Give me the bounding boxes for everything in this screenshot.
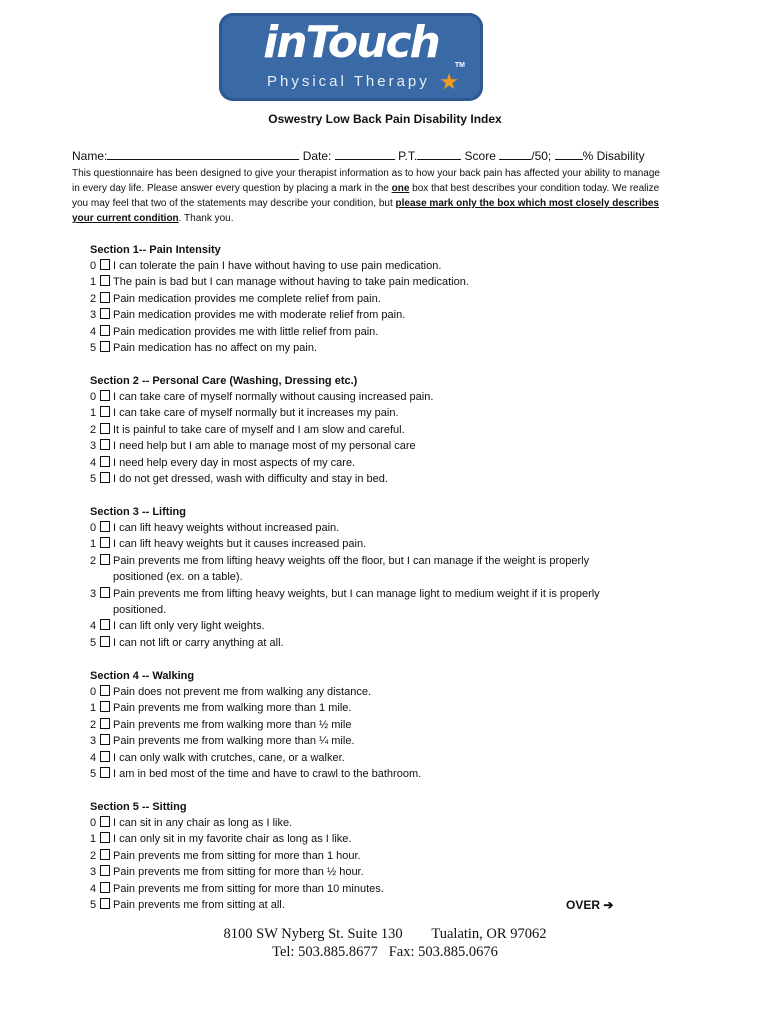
list-item[interactable]: 3 Pain medication provides me with moderate relief from pain. bbox=[90, 309, 406, 322]
list-item[interactable]: 4 I need help every day in most aspects of my care. bbox=[90, 456, 356, 469]
checkbox[interactable] bbox=[100, 832, 110, 843]
list-item[interactable]: 5 I can not lift or carry anything at all. bbox=[90, 636, 284, 649]
logo-subtitle: Physical Therapy bbox=[267, 73, 430, 90]
list-item[interactable]: 5 I do not get dressed, wash with difficulty and stay in bed. bbox=[90, 472, 388, 485]
checkbox[interactable] bbox=[100, 898, 110, 909]
footer-contact bbox=[0, 925, 770, 961]
star-icon: ★ bbox=[439, 69, 459, 94]
section-pain-intensity bbox=[90, 242, 690, 356]
option-text: Pain prevents me from lifting heavy weights off the floor, but I can manage if the weight is properly bbox=[113, 554, 590, 567]
option-text: I can take care of myself normally but it increases my pain. bbox=[113, 407, 399, 420]
option-text: Pain prevents me from lifting heavy weights, but I can manage light to medium weight if it is properly bbox=[113, 587, 600, 600]
list-item[interactable]: 1 I can take care of myself normally but it increases my pain. bbox=[90, 407, 399, 420]
option-text: I can lift only very light weights. bbox=[113, 620, 265, 633]
checkbox[interactable] bbox=[100, 390, 110, 401]
list-item[interactable]: 5 Pain prevents me from sitting at all. bbox=[90, 898, 285, 911]
checkbox[interactable] bbox=[100, 816, 110, 827]
option-text: Pain prevents me from walking more than ¼ mile. bbox=[113, 735, 355, 748]
instructions-text-2: box that best describes your condition today. We realize you may feel that two of the statements may describe your condition, but bbox=[72, 183, 660, 209]
disability-field[interactable] bbox=[555, 148, 583, 160]
logo-trademark: TM bbox=[454, 62, 465, 69]
list-item[interactable]: 1 I can lift heavy weights but it causes increased pain. bbox=[90, 538, 367, 551]
footer-phone: Tel: 503.885.8677 Fax: 503.885.0676 bbox=[272, 944, 498, 960]
checkbox[interactable] bbox=[100, 734, 110, 745]
list-item[interactable]: 0 I can lift heavy weights without increased pain. bbox=[90, 522, 340, 534]
name-label: Name: bbox=[72, 149, 108, 163]
list-item[interactable]: 4 I can lift only very light weights. bbox=[90, 620, 265, 633]
patient-fields bbox=[72, 148, 672, 163]
pt-label: P.T. bbox=[398, 149, 418, 163]
checkbox[interactable] bbox=[100, 292, 110, 303]
instructions-text: This questionnaire has been designed to give your therapist information as to how your back pain has affected your ability to manage in every day life. Please answer every question by placing a mark in the bbox=[72, 168, 660, 194]
option-text: Pain medication has no affect on my pain. bbox=[113, 341, 318, 354]
option-text: Pain prevents me from walking more than ½ mile bbox=[113, 718, 352, 731]
option-text: Pain prevents me from sitting at all. bbox=[113, 898, 285, 911]
option-text: I can sit in any chair as long as I like. bbox=[113, 817, 293, 829]
option-text: I can not lift or carry anything at all. bbox=[113, 636, 284, 649]
list-item[interactable]: 0 I can take care of myself normally without causing increased pain. bbox=[90, 391, 434, 403]
list-item[interactable]: 3 Pain prevents me from walking more than ¼ mile. bbox=[90, 735, 355, 748]
list-item[interactable]: 1 Pain prevents me from walking more than 1 mile. bbox=[90, 702, 352, 715]
list-item[interactable]: 1 The pain is bad but I can manage without having to take pain medication. bbox=[90, 276, 469, 289]
list-item[interactable]: 4 I can only walk with crutches, cane, or a walker. bbox=[90, 751, 345, 764]
option-text: I can tolerate the pain I have without having to use pain medication. bbox=[113, 260, 442, 272]
page-title: Oswestry Low Back Pain Disability Index bbox=[268, 112, 502, 126]
option-text: I do not get dressed, wash with difficulty and stay in bed. bbox=[113, 472, 388, 485]
list-item[interactable]: 5 I am in bed most of the time and have to crawl to the bathroom. bbox=[90, 767, 422, 780]
option-text: I need help every day in most aspects of my care. bbox=[113, 456, 356, 469]
option-text: Pain prevents me from sitting for more than 1 hour. bbox=[113, 849, 361, 862]
list-item[interactable]: 0 Pain does not prevent me from walking any distance. bbox=[90, 686, 372, 698]
instructions-emphasis: please mark only the box which most closely describes your current condition bbox=[72, 198, 659, 224]
date-label: Date: bbox=[302, 149, 332, 163]
option-text: positioned. bbox=[113, 603, 167, 616]
list-item[interactable]: 3 Pain prevents me from lifting heavy weights, but I can manage light to medium weight if it is properly bbox=[90, 587, 600, 600]
option-text: positioned (ex. on a table). bbox=[113, 571, 243, 584]
section-title: Section 1-- Pain Intensity bbox=[90, 244, 221, 256]
checkbox[interactable] bbox=[100, 406, 110, 417]
checkbox[interactable] bbox=[100, 275, 110, 286]
section-sitting bbox=[90, 799, 690, 913]
list-item[interactable]: 2 Pain prevents me from sitting for more than 1 hour. bbox=[90, 849, 361, 862]
option-text: Pain does not prevent me from walking any distance. bbox=[113, 686, 372, 698]
checkbox[interactable] bbox=[100, 636, 110, 647]
list-item[interactable]: 2 Pain prevents me from lifting heavy weights off the floor, but I can manage if the weight is properly bbox=[90, 554, 590, 567]
option-text: Pain prevents me from walking more than 1 mile. bbox=[113, 702, 352, 715]
date-field[interactable] bbox=[335, 148, 395, 160]
checkbox[interactable] bbox=[100, 865, 110, 876]
checkbox[interactable] bbox=[100, 701, 110, 712]
list-item[interactable]: 4 Pain medication provides me with little relief from pain. bbox=[90, 325, 379, 338]
list-item[interactable]: 1 I can only sit in my favorite chair as long as I like. bbox=[90, 833, 352, 846]
option-text: I can only walk with crutches, cane, or a walker. bbox=[113, 751, 345, 764]
checkbox[interactable] bbox=[100, 537, 110, 548]
checkbox[interactable] bbox=[100, 521, 110, 532]
score-label: Score bbox=[464, 149, 496, 163]
checkbox[interactable] bbox=[100, 259, 110, 270]
checkbox[interactable] bbox=[100, 308, 110, 319]
list-item[interactable]: 3 Pain prevents me from sitting for more than ½ hour. bbox=[90, 866, 364, 879]
pt-field[interactable] bbox=[417, 148, 461, 160]
option-text: I can lift heavy weights without increased pain. bbox=[113, 522, 340, 534]
instructions-thanks: . Thank you. bbox=[178, 213, 234, 224]
checkbox[interactable] bbox=[100, 472, 110, 483]
checkbox[interactable] bbox=[100, 423, 110, 434]
checkbox[interactable] bbox=[100, 456, 110, 467]
option-text: Pain medication provides me complete relief from pain. bbox=[113, 292, 381, 305]
score-field[interactable] bbox=[499, 148, 531, 160]
checkbox[interactable] bbox=[100, 587, 110, 598]
checkbox[interactable] bbox=[100, 849, 110, 860]
section-title: Section 3 -- Lifting bbox=[90, 506, 186, 518]
footer-address: 8100 SW Nyberg St. Suite 130 Tualatin, OR 97062 bbox=[223, 926, 547, 942]
section-title: Section 4 -- Walking bbox=[90, 670, 195, 682]
option-text: Pain medication provides me with moderate relief from pain. bbox=[113, 309, 406, 322]
list-item[interactable]: 2 Pain prevents me from walking more than ½ mile bbox=[90, 718, 352, 731]
option-text: I am in bed most of the time and have to crawl to the bathroom. bbox=[113, 767, 422, 780]
checkbox[interactable] bbox=[100, 882, 110, 893]
option-text: I can lift heavy weights but it causes increased pain. bbox=[113, 538, 367, 551]
option-text: It is painful to take care of myself and I am slow and careful. bbox=[113, 423, 405, 436]
list-item[interactable]: 2 Pain medication provides me complete relief from pain. bbox=[90, 292, 381, 305]
name-field[interactable] bbox=[107, 148, 299, 160]
checkbox[interactable] bbox=[100, 554, 110, 565]
list-item[interactable]: 0 I can tolerate the pain I have without having to use pain medication. bbox=[90, 260, 442, 272]
section-personal-care bbox=[90, 373, 690, 487]
checkbox[interactable] bbox=[100, 619, 110, 630]
list-item[interactable]: 4 Pain prevents me from sitting for more than 10 minutes. bbox=[90, 882, 384, 895]
disability-label: % Disability bbox=[582, 149, 645, 163]
list-item-continuation bbox=[90, 569, 690, 585]
checkbox[interactable] bbox=[100, 751, 110, 762]
list-item[interactable]: 2 It is painful to take care of myself and I am slow and careful. bbox=[90, 423, 405, 436]
company-logo bbox=[219, 13, 483, 101]
checkbox[interactable] bbox=[100, 325, 110, 336]
score-total-label: /50; bbox=[531, 149, 552, 163]
list-item-continuation bbox=[90, 602, 690, 618]
option-text: Pain prevents me from sitting for more than ½ hour. bbox=[113, 866, 364, 879]
option-text: The pain is bad but I can manage without having to take pain medication. bbox=[113, 276, 469, 289]
option-text: I can only sit in my favorite chair as long as I like. bbox=[113, 833, 352, 846]
list-item[interactable]: 0 I can sit in any chair as long as I like. bbox=[90, 817, 293, 829]
checkbox[interactable] bbox=[100, 341, 110, 352]
section-title: Section 5 -- Sitting bbox=[90, 801, 187, 813]
logo-wordmark: inTouch bbox=[263, 17, 439, 68]
section-title: Section 2 -- Personal Care (Washing, Dressing etc.) bbox=[90, 375, 358, 387]
instructions-emphasis-one: one bbox=[391, 183, 410, 194]
option-text: I can take care of myself normally without causing increased pain. bbox=[113, 391, 434, 403]
option-text: I need help but I am able to manage most of my personal care bbox=[113, 440, 416, 453]
instructions-paragraph bbox=[72, 166, 662, 226]
checkbox[interactable] bbox=[100, 439, 110, 450]
option-text: Pain medication provides me with little relief from pain. bbox=[113, 325, 379, 338]
option-text: Pain prevents me from sitting for more than 10 minutes. bbox=[113, 882, 384, 895]
checkbox[interactable] bbox=[100, 767, 110, 778]
section-lifting bbox=[90, 504, 690, 651]
over-indicator: OVER ➔ bbox=[566, 898, 614, 912]
section-walking bbox=[90, 668, 690, 782]
checkbox[interactable] bbox=[100, 718, 110, 729]
list-item[interactable]: 3 I need help but I am able to manage most of my personal care bbox=[90, 440, 416, 453]
list-item[interactable]: 5 Pain medication has no affect on my pain. bbox=[90, 341, 318, 354]
checkbox[interactable] bbox=[100, 685, 110, 696]
